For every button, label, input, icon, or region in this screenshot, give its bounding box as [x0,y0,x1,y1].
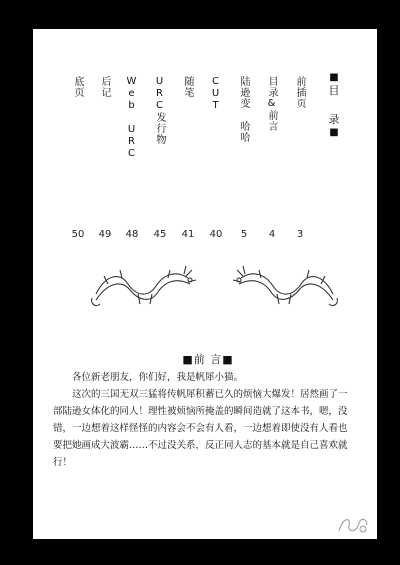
toc-entry-page: 41 [181,229,195,240]
toc-entry-label: 后记 [99,76,110,98]
toc-entry-page: 45 [153,229,167,240]
toc-entry-label: 陆逊变 哈哈 [238,76,249,143]
page-sheet [33,29,377,539]
toc-entry-label: URC发行物 [154,76,165,145]
dragon-ornament-right [231,254,341,314]
toc-heading-char: 目 [328,84,340,97]
toc-entry-label: 底页 [72,76,83,98]
preface-text [53,369,353,471]
toc-entry-label: 目录&前言 [266,76,277,132]
toc-heading [319,71,349,181]
toc-entry-page: 50 [71,229,85,240]
toc-entry-label: 随笔 [182,76,193,98]
preface-body: 这次的三国无双三猛将传帆犀积蓄已久的烦恼大爆发！居然画了一部陆逊女体化的同人！理性被烦恼所掩盖的瞬间造就了这本书，嗯，没错，一边想着这样怪怪的内容会不会有人看，一边想着即使没有人看也要把她画成大波霸……不过没关系，反正同人志的基本就是自己喜欢就行！ [53,389,348,468]
toc-heading-char: 录 [328,113,340,126]
toc-entry-label: 前插页 [294,76,305,109]
toc-entry-page: 40 [209,229,223,240]
square-mark: ■ [329,127,339,138]
toc-entry-page: 3 [296,229,304,240]
square-mark: ■ [329,72,339,83]
toc-entry-label: Web URC [126,76,137,160]
scanner-watermark-logo [335,513,371,535]
toc-entry-page: 5 [240,229,248,240]
toc-entry-page: 4 [268,229,276,240]
toc-entry-page: 48 [125,229,139,240]
toc-entry-label: CUT [210,76,221,112]
preface-greeting: 各位新老朋友，你们好，我是帆犀小猫。 [72,372,244,383]
dragon-ornament-left [88,254,198,314]
preface-title: ■前 言■ [182,353,234,366]
toc-entry-page: 49 [98,229,112,240]
